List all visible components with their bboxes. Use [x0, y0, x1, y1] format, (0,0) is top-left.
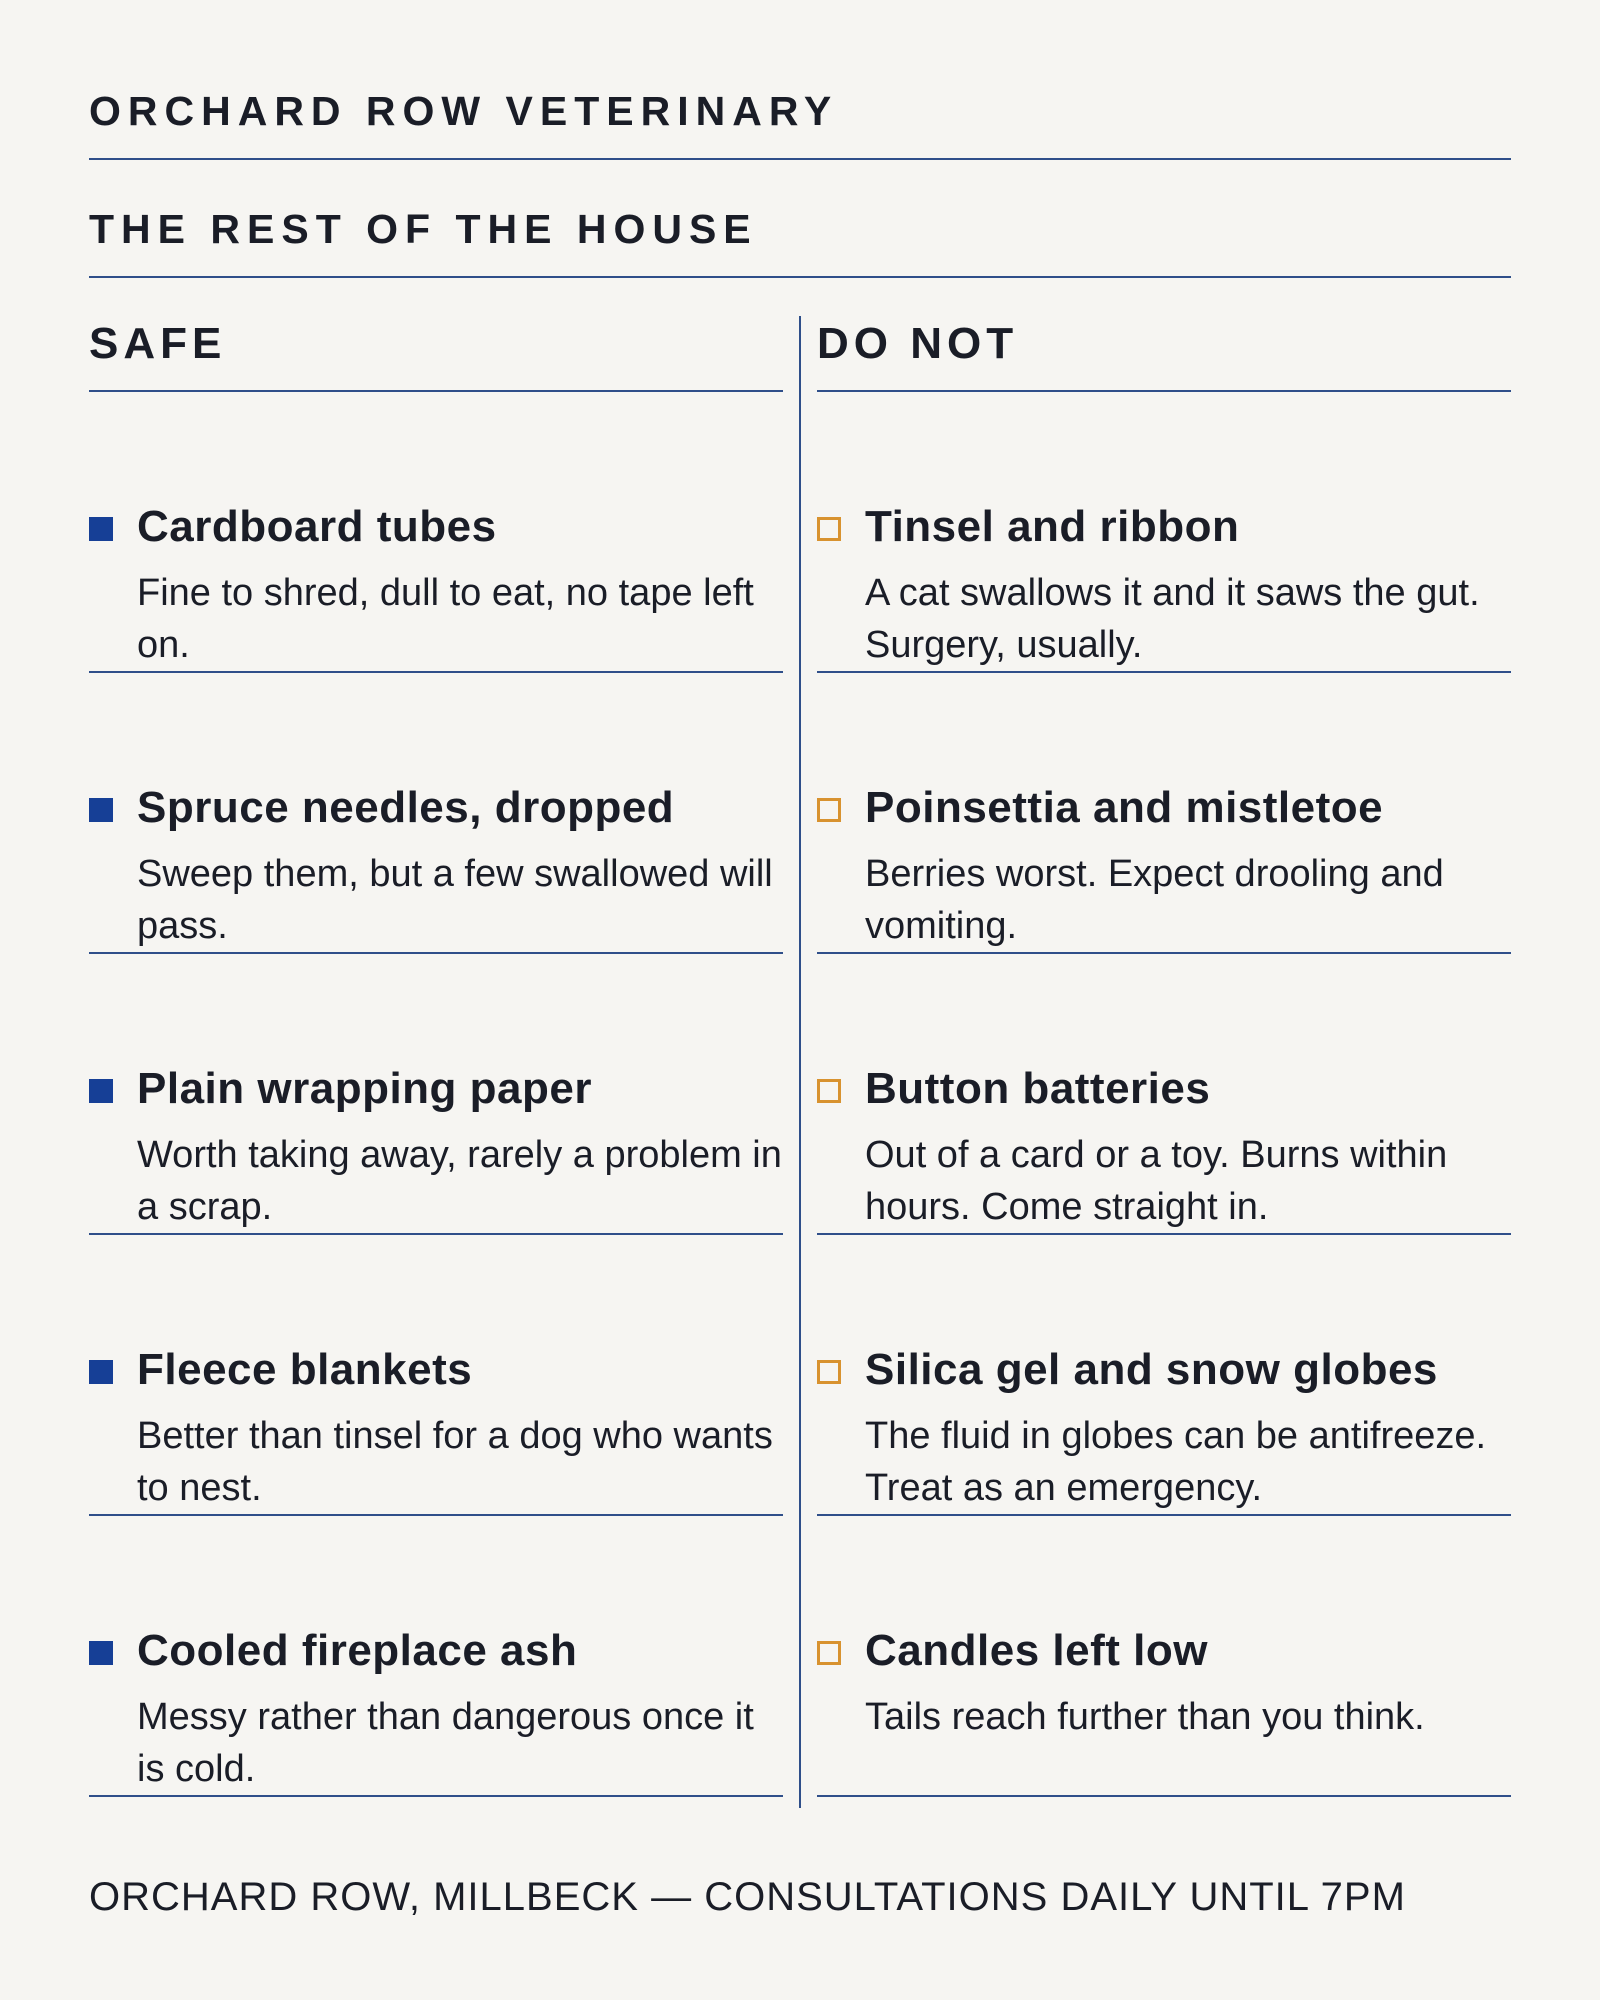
safe-column [89, 316, 783, 1797]
item-title: Spruce needles, dropped [137, 783, 675, 832]
filled-square-icon [89, 517, 113, 541]
item-title: Fleece blankets [137, 1345, 473, 1394]
column-divider [799, 316, 801, 1808]
list-item [817, 392, 1511, 673]
clinic-name: ORCHARD ROW VETERINARY [89, 88, 839, 134]
item-description: Better than tinsel for a dog who wants to nest. [137, 1415, 773, 1509]
list-item [89, 392, 783, 673]
item-description: Messy rather than dangerous once it is cold. [137, 1696, 754, 1790]
filled-square-icon [89, 1641, 113, 1665]
outline-square-icon [817, 517, 841, 541]
item-title: Cardboard tubes [137, 502, 497, 551]
item-description: The fluid in globes can be antifreeze. Treat as an emergency. [865, 1415, 1487, 1509]
filled-square-icon [89, 1079, 113, 1103]
item-title: Button batteries [865, 1064, 1211, 1113]
item-title: Tinsel and ribbon [865, 502, 1240, 551]
list-item [89, 1235, 783, 1516]
list-item [89, 954, 783, 1235]
do-not-list [817, 392, 1511, 1797]
section-title: THE REST OF THE HOUSE [89, 206, 758, 252]
item-title: Cooled fireplace ash [137, 1626, 578, 1675]
list-item [89, 673, 783, 954]
item-title: Poinsettia and mistletoe [865, 783, 1384, 832]
item-description: Tails reach further than you think. [865, 1696, 1425, 1738]
item-description: A cat swallows it and it saws the gut. Surgery, usually. [865, 572, 1480, 666]
item-description: Worth taking away, rarely a problem in a scrap. [137, 1134, 782, 1228]
item-description: Berries worst. Expect drooling and vomiting. [865, 853, 1444, 947]
outline-square-icon [817, 1079, 841, 1103]
footer-text: ORCHARD ROW, MILLBECK — CONSULTATIONS DAILY UNTIL 7PM [89, 1875, 1406, 1919]
safe-heading: SAFE [89, 319, 227, 368]
outline-square-icon [817, 1641, 841, 1665]
list-item [817, 1516, 1511, 1797]
item-title: Plain wrapping paper [137, 1064, 592, 1113]
safe-list [89, 392, 783, 1797]
outline-square-icon [817, 1360, 841, 1384]
item-title: Silica gel and snow globes [865, 1345, 1438, 1394]
filled-square-icon [89, 798, 113, 822]
outline-square-icon [817, 798, 841, 822]
header-rule [89, 158, 1511, 160]
item-title: Candles left low [865, 1626, 1208, 1675]
poster [89, 0, 1511, 2000]
section-rule [89, 276, 1511, 278]
item-description: Sweep them, but a few swallowed will pass. [137, 853, 773, 947]
filled-square-icon [89, 1360, 113, 1384]
list-item [817, 673, 1511, 954]
list-item [89, 1516, 783, 1797]
do-not-column [817, 316, 1511, 1797]
item-description: Out of a card or a toy. Burns within hours. Come straight in. [865, 1134, 1448, 1228]
item-description: Fine to shred, dull to eat, no tape left on. [137, 572, 754, 666]
do-not-heading: DO NOT [817, 319, 1019, 368]
list-item [817, 1235, 1511, 1516]
list-item [817, 954, 1511, 1235]
